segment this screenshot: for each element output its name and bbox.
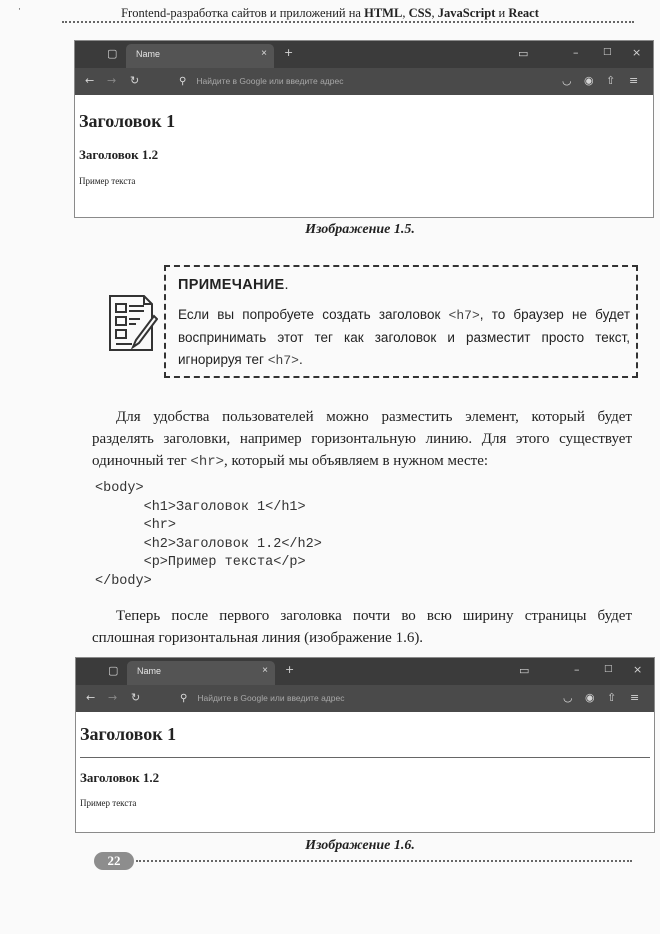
address-placeholder: Найдите в Google или введите адрес: [197, 693, 345, 703]
footer-rule: [136, 860, 632, 862]
note-code-h7: <h7>: [448, 308, 480, 323]
note-box: [164, 265, 638, 378]
account-icon: ◉: [585, 691, 595, 704]
code-block: <body> <h1>Заголовок 1</h1> <hr> <h2>Заголовок 1.2</h2> <p>Пример текста</p> </body>: [95, 481, 322, 589]
demo-heading-1-2: Заголовок 1.2: [79, 147, 159, 162]
tab-close-icon: ×: [261, 48, 267, 59]
browser-content: [75, 95, 653, 215]
header-rule: [62, 21, 634, 23]
browser-urlbar: [76, 685, 654, 712]
browser-urlbar: [75, 68, 653, 95]
figure-caption-2: Изображение 1.6.: [305, 838, 415, 853]
tab-label: Name: [137, 666, 162, 676]
reload-icon: ↻: [130, 74, 140, 87]
account-icon: ◉: [584, 74, 594, 87]
forward-arrow-icon: →: [107, 74, 117, 87]
browser-screenshot-1: [74, 40, 654, 218]
close-window-icon: ×: [633, 663, 643, 676]
note-code-h7-second: <h7>: [267, 353, 299, 368]
search-icon: ⚲: [180, 693, 188, 704]
demo-horizontal-rule: [80, 757, 650, 758]
running-header: Frontend-разработка сайтов и приложений на HTML, CSS, JavaScript и React: [121, 6, 539, 20]
close-window-icon: ×: [632, 46, 642, 59]
search-icon: ⚲: [179, 76, 187, 87]
new-tab-icon: +: [285, 663, 295, 676]
window-tabs-icon: ▭: [519, 664, 530, 677]
figure-caption-1: Изображение 1.5.: [305, 222, 415, 237]
minimize-icon: –: [573, 46, 579, 59]
menu-icon: ≡: [629, 74, 639, 87]
demo-heading-1: Заголовок 1: [79, 111, 176, 131]
inline-code-hr: <hr>: [190, 454, 225, 470]
browser-tabbar: [76, 658, 654, 685]
note-text: Если вы попробуете создать заголовок <h7>, то браузер не будет воспринимать этот тег как заголовок и разместит просто текст, игнорируя тег <h7>.: [178, 307, 630, 368]
browser-screenshot-2: [75, 657, 655, 833]
demo-paragraph: Пример текста: [80, 798, 137, 808]
forward-arrow-icon: →: [108, 691, 118, 704]
extensions-icon: ⇧: [606, 74, 616, 87]
tab-label: Name: [136, 49, 161, 59]
menu-icon: ≡: [630, 691, 640, 704]
browser-tabbar: [75, 41, 653, 68]
reload-icon: ↻: [131, 691, 141, 704]
extensions-icon: ⇧: [607, 691, 617, 704]
body-paragraph-1: Для удобства пользователей можно разместить элемент, который будет разделять заголовки, например горизонтальную линию. Для этого существует одиночный тег <hr>, который мы объявляем в нужном месте:: [92, 409, 632, 470]
tab-overview-icon: ▢: [107, 47, 118, 60]
tab-overview-icon: ▢: [108, 664, 119, 677]
demo-paragraph: Пример текста: [79, 176, 136, 186]
new-tab-icon: +: [284, 46, 294, 59]
demo-heading-1-2: Заголовок 1.2: [80, 770, 160, 785]
minimize-icon: –: [574, 663, 580, 676]
address-bar: [180, 689, 510, 708]
note-document-pencil-icon: [106, 294, 158, 354]
browser-content: [76, 712, 654, 830]
window-tabs-icon: ▭: [518, 47, 529, 60]
browser-tab: [127, 661, 275, 685]
address-placeholder: Найдите в Google или введите адрес: [196, 76, 344, 86]
body-paragraph-2: Теперь после первого заголовка почти во всю ширину страницы будет сплошная горизонтальная линия (изображение 1.6).: [92, 608, 632, 646]
pocket-icon: ◡: [563, 691, 573, 704]
back-arrow-icon: ←: [85, 74, 95, 87]
page-number: 22: [94, 852, 134, 870]
pocket-icon: ◡: [562, 74, 572, 87]
address-bar: [179, 72, 509, 91]
demo-heading-1: Заголовок 1: [80, 724, 177, 744]
back-arrow-icon: ←: [86, 691, 96, 704]
browser-tab: [126, 44, 274, 68]
maximize-icon: □: [604, 664, 613, 674]
note-title: ПРИМЕЧАНИЕ.: [178, 277, 289, 293]
tab-close-icon: ×: [262, 665, 268, 676]
header-dot: ·: [18, 4, 21, 14]
maximize-icon: □: [603, 47, 612, 57]
